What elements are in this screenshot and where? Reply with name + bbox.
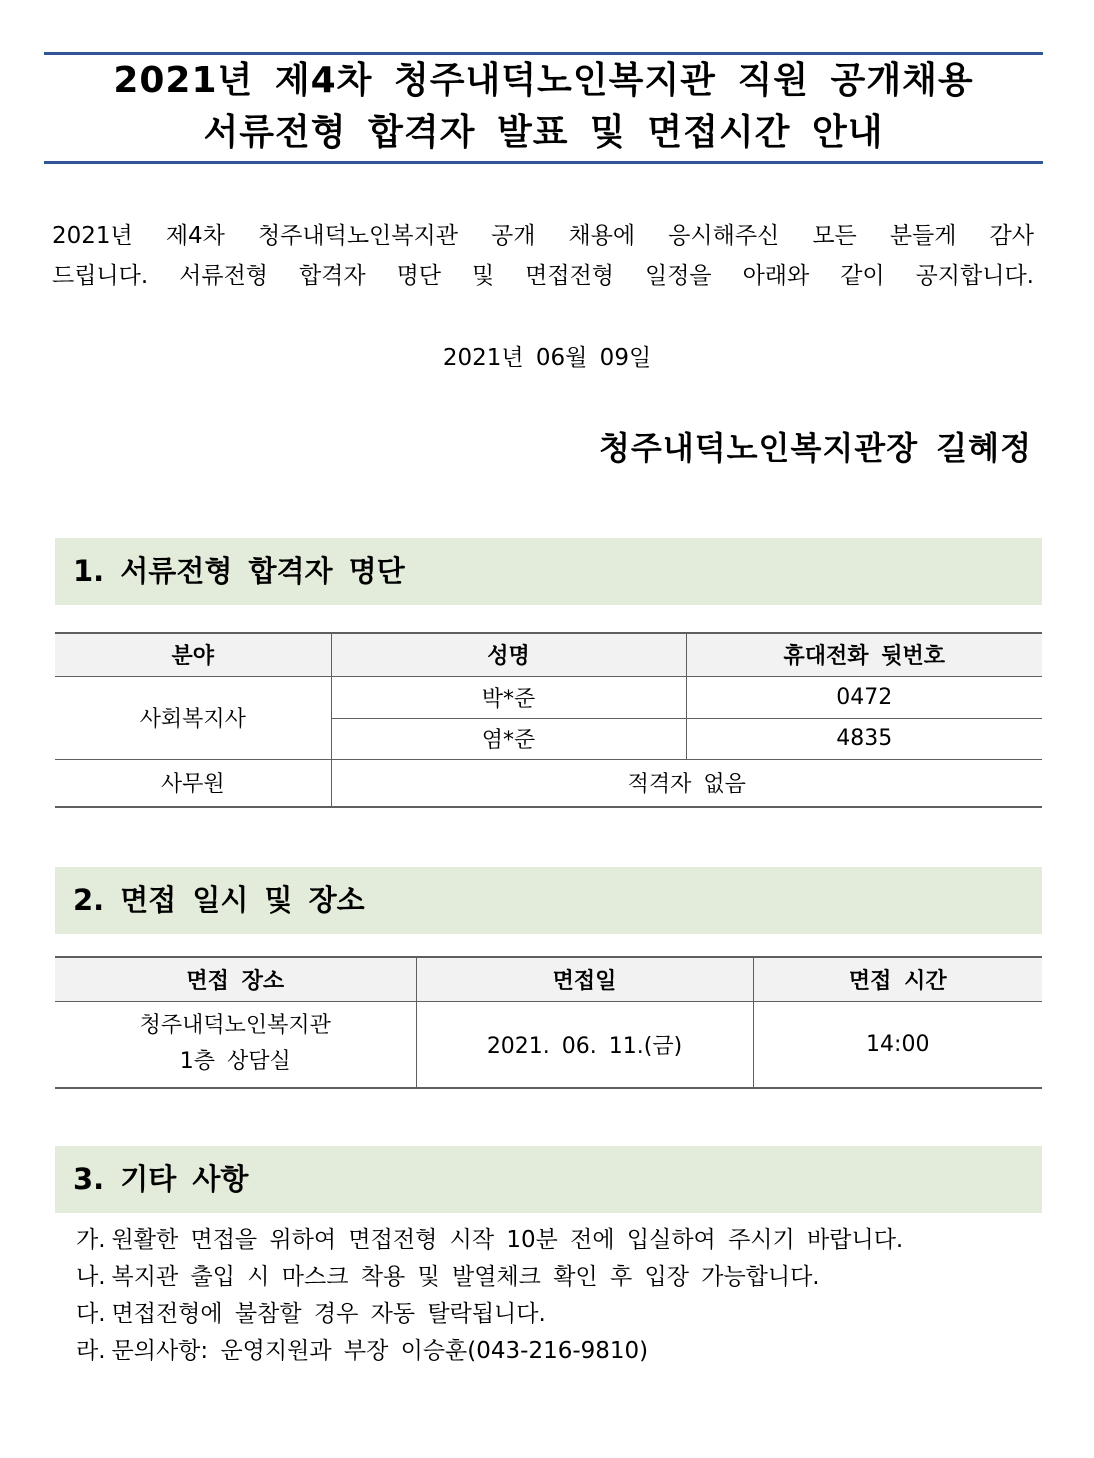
section-1-heading: 1. 서류전형 합격자 명단 [55,538,1042,605]
signer-name: 청주내덕노인복지관장 길혜정 [599,429,1032,467]
column-header-name: 성명 [331,633,686,676]
list-item-text: 복지관 출입 시 마스크 착용 및 발열체크 확인 후 입장 가능합니다. [111,1264,820,1290]
intro-paragraph [52,216,1034,296]
place-line-2: 1층 상담실 [179,1049,291,1075]
list-item-text: 면접전형에 불참할 경우 자동 탈락됩니다. [111,1301,546,1327]
field-cell: 사무원 [55,759,331,807]
list-item [76,1296,1036,1333]
notice-date: 2021년 06월 09일 [442,345,652,371]
section-2-heading: 2. 면접 일시 및 장소 [55,867,1042,934]
column-header-phone: 휴대전화 뒷번호 [686,633,1042,676]
interview-date-cell: 2021. 06. 11.(금) [416,1001,753,1088]
table-row [55,759,1042,807]
list-marker: 나. [76,1264,106,1290]
document-title [44,52,1043,164]
column-header-date: 면접일 [416,957,753,1001]
column-header-time: 면접 시간 [753,957,1042,1001]
no-qualified-cell: 적격자 없음 [331,759,1042,807]
place-cell [55,1001,416,1088]
place-line-1: 청주내덕노인복지관 [139,1013,331,1039]
field-cell: 사회복지사 [55,676,331,759]
column-header-place: 면접 장소 [55,957,416,1001]
table-header-row [55,957,1042,1001]
list-item-text: 문의사항: 운영지원과 부장 이승훈(043-216-9810) [111,1338,649,1364]
intro-line-1: 2021년 제4차 청주내덕노인복지관 공개 채용에 응시해주신 모든 분들게 감사 [52,223,1034,249]
title-line-1: 2021년 제4차 청주내덕노인복지관 직원 공개채용 [113,60,974,101]
table-header-row [55,633,1042,676]
phone-cell: 4835 [686,718,1042,759]
list-item [76,1222,1036,1259]
list-item [76,1259,1036,1296]
list-marker: 라. [76,1338,106,1364]
table-row [55,1001,1042,1088]
name-cell: 염*준 [331,718,686,759]
interview-table [55,956,1042,1089]
list-marker: 다. [76,1301,106,1327]
name-cell: 박*준 [331,676,686,718]
column-header-field: 분야 [55,633,331,676]
passers-table [55,632,1042,808]
list-marker: 가. [76,1227,106,1253]
list-item [76,1333,1036,1370]
interview-time-cell: 14:00 [753,1001,1042,1088]
notes-list [76,1222,1036,1370]
section-3-heading: 3. 기타 사항 [55,1146,1042,1213]
list-item-text: 원활한 면접을 위하여 면접전형 시작 10분 전에 입실하여 주시기 바랍니다. [111,1227,904,1253]
intro-line-2: 드립니다. 서류전형 합격자 명단 및 면접전형 일정을 아래와 같이 공지합니다. [52,263,1034,289]
phone-cell: 0472 [686,676,1042,718]
table-row [55,676,1042,718]
title-line-2: 서류전형 합격자 발표 및 면접시간 안내 [203,112,884,153]
